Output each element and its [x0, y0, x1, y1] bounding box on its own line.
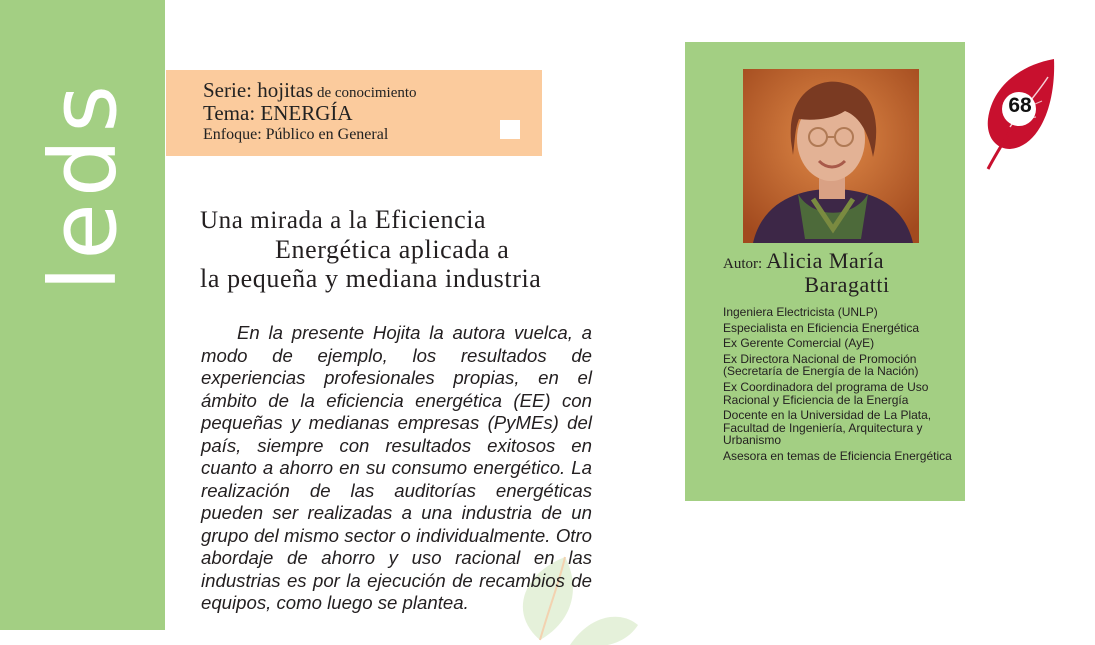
title-line-1-b: Eficiencia	[374, 205, 487, 234]
topic-label: Tema: ENERGÍA	[203, 101, 353, 125]
credential-item: Docente en la Universidad de La Plata, Facultad de Ingeniería, Arquitectura y Urbanismo	[723, 408, 932, 448]
author-photo	[743, 69, 919, 243]
credential-item: Especialista en Eficiencia Energética	[723, 320, 920, 335]
abstract-paragraph: En la presente Hojita la autora vuelca, a modo de ejemplo, los resultados de experiencias profesionales propias, en el ámbito de la eficiencia energética (EE) con pequeñas y medianas empresas (PyMEs) del país, siempre con resultados exitosos en cuanto a ahorro en su consumo energético. La realización de las auditorías energéticas pueden ser realizadas a una industria de un grupo del mismo sector o individualmente. Otro abordaje de ahorro y uso racional en las industrias es por la ejecución de recambios de equipos, como luego se plantea.	[201, 322, 592, 613]
credential-item: Ex Coordinadora del programa de Uso Racional y Eficiencia de la Energía	[723, 379, 929, 407]
series-name: Serie: hojitas	[203, 78, 314, 102]
author-card	[685, 42, 965, 501]
author-last-name: Baragatti	[804, 272, 890, 297]
author-first-name: Alicia María	[766, 248, 884, 273]
left-green-band	[0, 0, 165, 630]
series-label	[203, 78, 417, 103]
credential-item: Asesora en temas de Eficiencia Energética	[723, 448, 952, 463]
series-square-mark	[500, 120, 520, 139]
author-name-block	[723, 248, 953, 298]
title-line-3: la pequeña y mediana industria	[200, 264, 542, 293]
audience-label: Enfoque: Público en General	[203, 126, 389, 143]
series-info-box	[166, 70, 542, 156]
brand-logo-text: leds	[30, 78, 137, 292]
credential-item: Ex Directora Nacional de Promoción (Secretaría de Energía de la Nación)	[723, 351, 919, 379]
title-line-1-a: Una mirada a la	[200, 207, 375, 234]
document-title	[200, 205, 630, 293]
issue-number: 68	[1008, 94, 1032, 117]
credential-item: Ex Gerente Comercial (AyE)	[723, 336, 875, 351]
author-credentials	[723, 306, 958, 466]
title-line-1	[200, 205, 630, 235]
series-subtitle: de conocimiento	[313, 85, 417, 101]
credential-item: Ingeniera Electricista (UNLP)	[723, 305, 878, 319]
title-line-2: Energética aplicada a	[275, 235, 510, 264]
author-label: Autor:	[723, 256, 763, 272]
